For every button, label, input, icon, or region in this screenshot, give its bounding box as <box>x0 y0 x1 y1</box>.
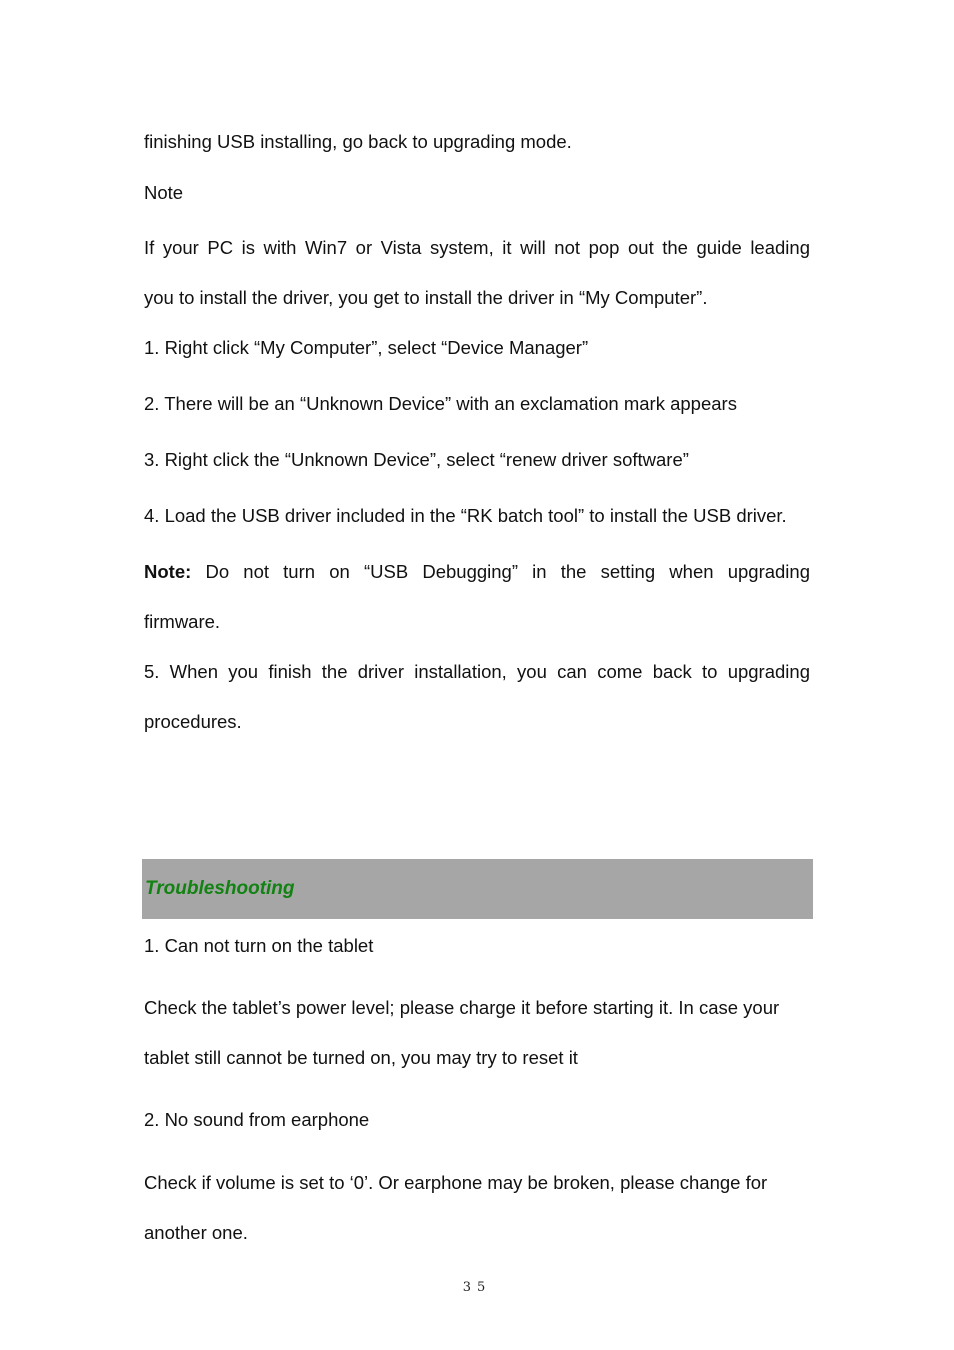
note-usb-debugging-text: Do not turn on “USB Debugging” in the setting when upgrading <box>191 561 810 582</box>
trouble-item-1-line-2: tablet still cannot be turned on, you may try to reset it <box>144 1047 578 1068</box>
paragraph-usb-finish: finishing USB installing, go back to upgrading mode. <box>144 131 572 152</box>
note-label: Note: <box>144 561 192 582</box>
note-usb-debugging-line-1 <box>144 559 810 585</box>
step-4: 4. Load the USB driver included in the “RK batch tool” to install the USB driver. <box>144 505 787 526</box>
page-number: 35 <box>462 1280 492 1295</box>
trouble-item-1-line-1: Check the tablet’s power level; please charge it before starting it. In case your <box>144 997 780 1018</box>
trouble-item-2-heading: 2. No sound from earphone <box>144 1109 370 1130</box>
troubleshooting-section-header <box>142 859 813 919</box>
step-5-line-2: procedures. <box>144 711 242 732</box>
trouble-item-2-line-1: Check if volume is set to ‘0’. Or earphone may be broken, please change for <box>144 1172 768 1193</box>
step-3: 3. Right click the “Unknown Device”, select “renew driver software” <box>144 449 689 470</box>
step-5-line-1: 5. When you finish the driver installation, you can come back to upgrading <box>144 661 810 682</box>
step-2: 2. There will be an “Unknown Device” with an exclamation mark appears <box>144 393 737 414</box>
trouble-item-1-heading: 1. Can not turn on the tablet <box>144 935 374 956</box>
step-1: 1. Right click “My Computer”, select “Device Manager” <box>144 337 589 358</box>
note-usb-debugging-line-2: firmware. <box>144 611 221 632</box>
paragraph-win7-line-1: If your PC is with Win7 or Vista system, it will not pop out the guide leading <box>144 237 810 258</box>
note-heading: Note <box>144 182 184 203</box>
trouble-item-2-line-2: another one. <box>144 1222 248 1243</box>
troubleshooting-title: Troubleshooting <box>145 878 295 899</box>
paragraph-win7-line-2: you to install the driver, you get to install the driver in “My Computer”. <box>144 287 708 308</box>
